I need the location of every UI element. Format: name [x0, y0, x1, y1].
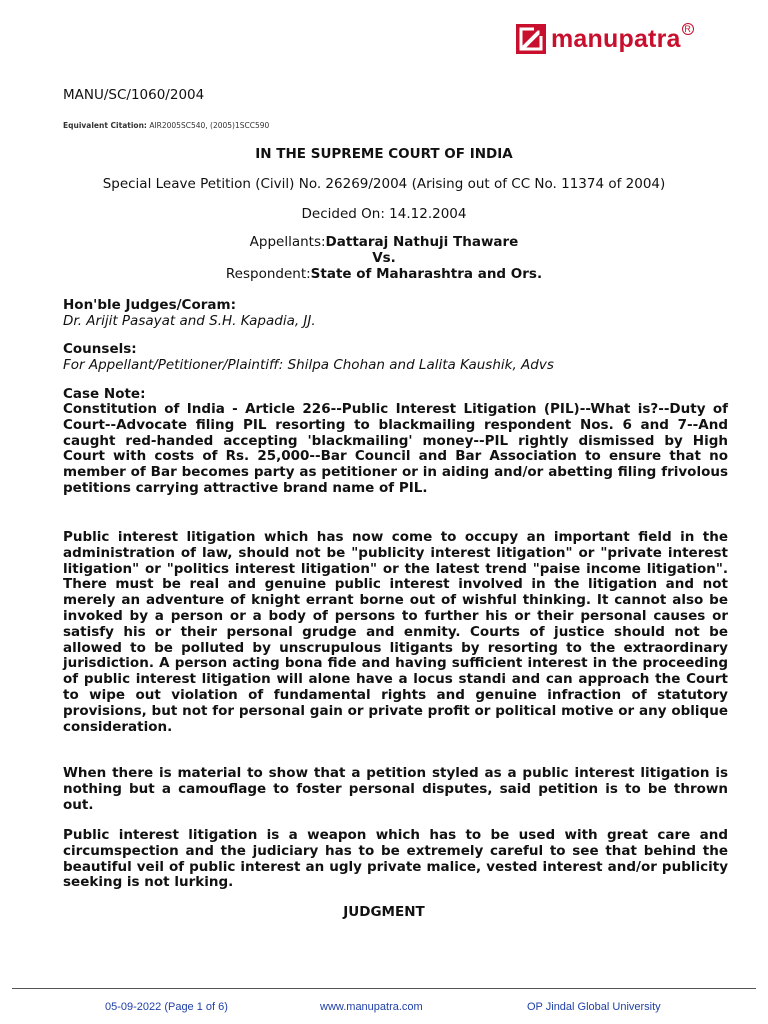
brand-name: manupatra — [551, 25, 681, 53]
equivalent-citation-value: AIR2005SC540, (2005)1SCC590 — [149, 121, 270, 130]
case-note-paragraph: Public interest litigation is a weapon which has to be used with great care and circumspection and the judiciary has to be extremely careful to see that behind the beautiful veil of public interest an ugly private malice, vested interest and/or publicity seeking is not lurking. — [63, 827, 728, 891]
appellants-label: Appellants: — [249, 234, 326, 250]
case-note-paragraph: Public interest litigation which has now come to occupy an important field in the administration of law, should not be "publicity interest litigation" or "private interest litigation" or "politics interest litigation" or the latest trend "paise income litigation". There must be real and genuine public interest involved in the litigation and not merely an adventure of knight errant borne out of wishful thinking. It cannot also be invoked by a person or a body of persons to further his or their personal causes or satisfy his or their personal grudge and enmity. Courts of justice should not be allowed to be polluted by unscrupulous litigants by resorting to the extraordinary jurisdiction. A person acting bona fide and having sufficient interest in the proceeding of public interest litigation will alone have a locus standi and can approach the Court to wipe out violation of fundamental rights and genuine infraction of statutory provisions, but not for personal gain or private profit or political motive or any oblique consideration. — [63, 529, 728, 735]
respondent-name: State of Maharashtra and Ors. — [310, 266, 543, 282]
case-note-paragraph: Constitution of India - Article 226--Public Interest Litigation (PIL)--What is?--Duty of Court--Advocate filing PIL resorting to blackmailing respondent Nos. 6 and 7--And caught red-handed accepting 'blackmailing' money--PIL rightly dismissed by High Court with costs of Rs. 25,000--Bar Council and Bar Association to ensure that no member of Bar becomes party as petitioner or in aiding and/or abetting filing frivolous petitions carrying attractive brand name of PIL. — [63, 401, 728, 496]
judges-heading: Hon'ble Judges/Coram: — [63, 297, 236, 313]
footer-divider — [12, 988, 756, 989]
versus: Vs. — [372, 250, 396, 266]
manupatra-logo-icon — [516, 24, 546, 54]
footer-website-link[interactable]: www.manupatra.com — [320, 1001, 423, 1013]
decided-on — [0, 206, 768, 222]
citation-number: MANU/SC/1060/2004 — [63, 87, 205, 103]
footer-institution: OP Jindal Global University — [527, 1001, 661, 1013]
case-note-heading: Case Note: — [63, 386, 146, 402]
appellants-name: Dattaraj Nathuji Thaware — [325, 234, 519, 250]
registered-mark: R — [682, 23, 694, 35]
respondent-label: Respondent: — [225, 266, 311, 282]
court-name: IN THE SUPREME COURT OF INDIA — [255, 146, 513, 162]
manupatra-logo — [516, 24, 694, 54]
respondent — [0, 266, 768, 282]
counsels-names: For Appellant/Petitioner/Plaintiff: Shilpa Chohan and Lalita Kaushik, Advs — [63, 357, 554, 373]
appellants — [0, 234, 768, 250]
judges-names: Dr. Arijit Pasayat and S.H. Kapadia, JJ. — [63, 313, 316, 329]
decided-label: Decided On: — [301, 206, 390, 222]
decided-date: 14.12.2004 — [389, 206, 467, 222]
counsels-heading: Counsels: — [63, 341, 137, 357]
equivalent-citation-label: Equivalent Citation: — [63, 121, 147, 130]
judgment-heading: JUDGMENT — [343, 904, 425, 920]
petition-number: Special Leave Petition (Civil) No. 26269/2004 (Arising out of CC No. 11374 of 2004) — [102, 176, 666, 192]
equivalent-citation — [63, 121, 269, 130]
footer-page-info: 05-09-2022 (Page 1 of 6) — [105, 1001, 228, 1013]
case-note-paragraph: When there is material to show that a petition styled as a public interest litigation is nothing but a camouflage to foster personal disputes, said petition is to be thrown out. — [63, 765, 728, 813]
